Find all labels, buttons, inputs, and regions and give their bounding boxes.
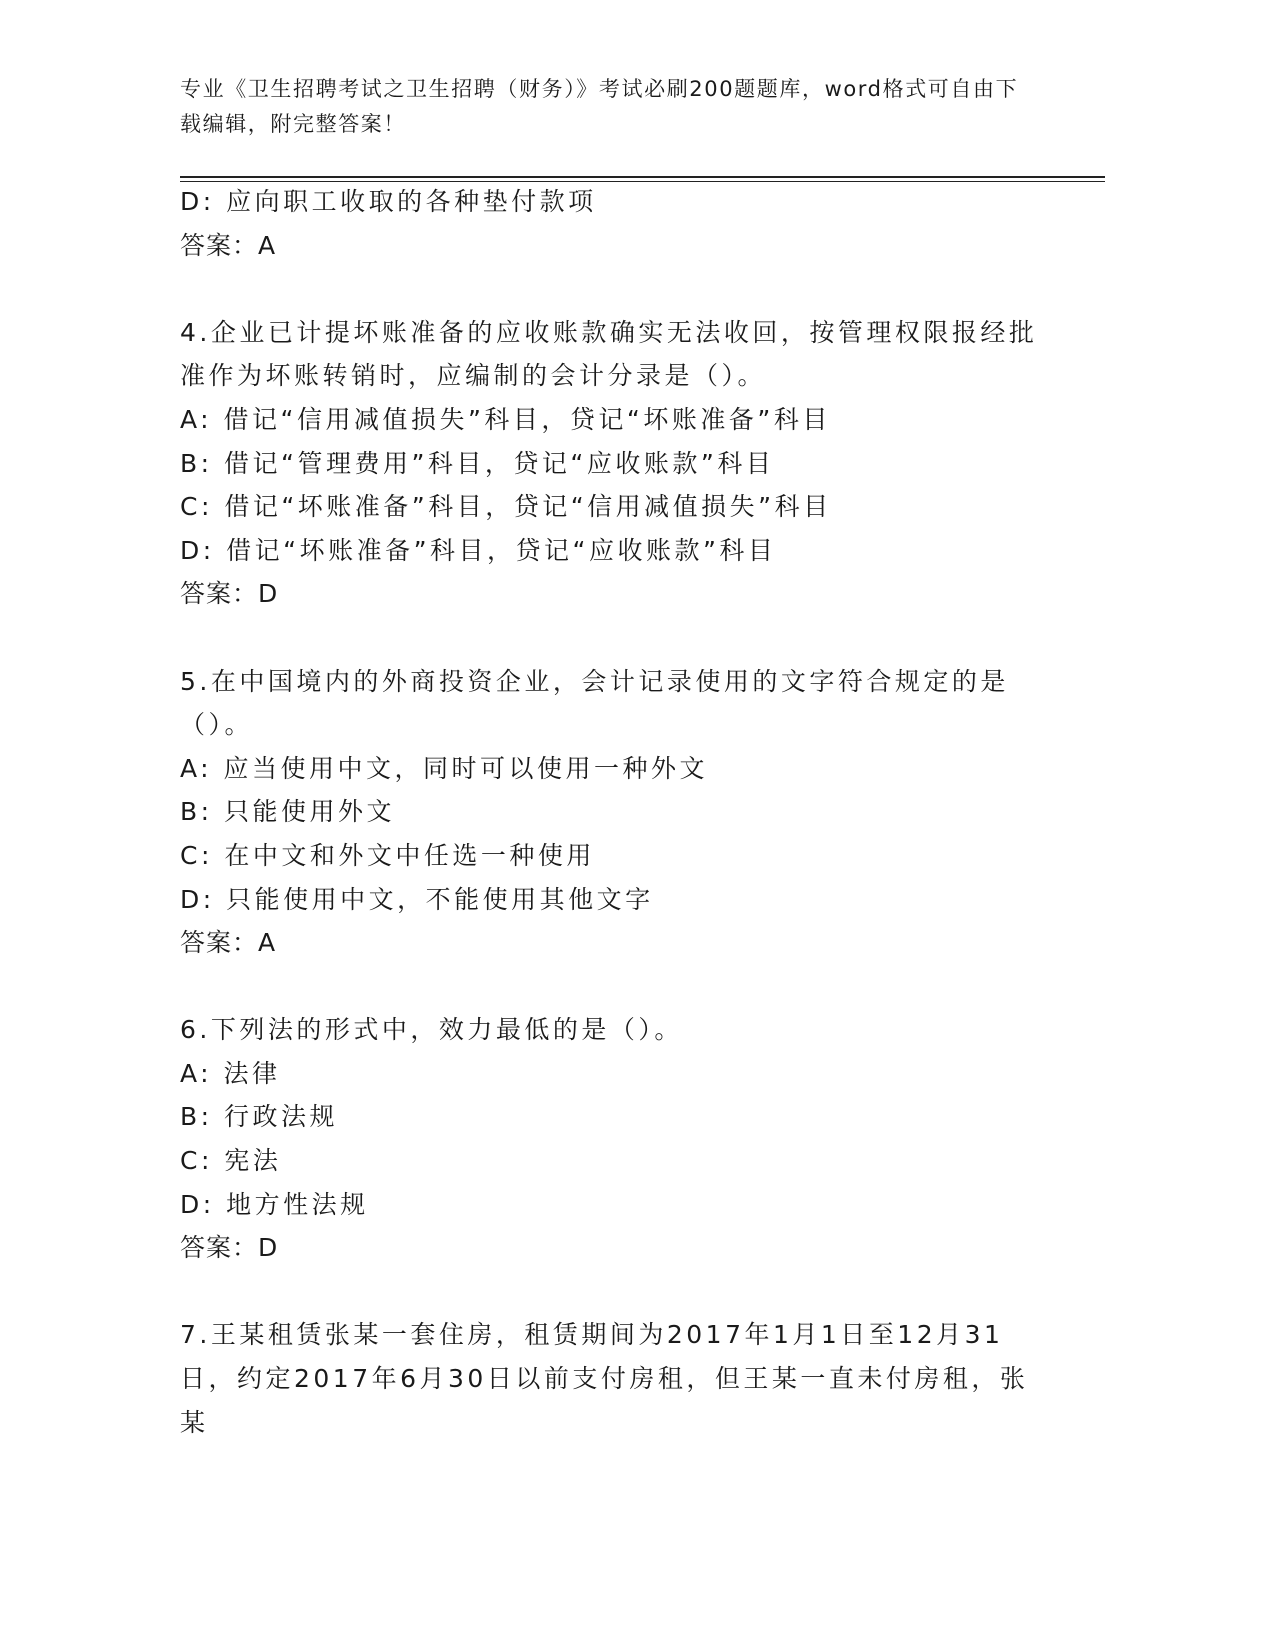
question-4-option-a: A: 借记“信用减值损失”科目，贷记“坏账准备”科目 (180, 404, 831, 434)
spacer (180, 965, 1040, 1009)
document-body (180, 180, 1040, 1444)
document-header: 专业《卫生招聘考试之卫生招聘（财务）》考试必刷200题题库，word格式可自由下载编辑，附完整答案！ (180, 77, 1019, 136)
question-6-option-d: D: 地方性法规 (180, 1189, 369, 1219)
question-3-answer: 答案：A (180, 230, 277, 260)
question-5-option-a: A: 应当使用中文，同时可以使用一种外文 (180, 753, 709, 783)
question-5-text: 5.在中国境内的外商投资企业，会计记录使用的文字符合规定的是（）。 (180, 666, 1009, 740)
header-rule-thick (180, 176, 1105, 178)
question-4-option-b: B: 借记“管理费用”科目，贷记“应收账款”科目 (180, 448, 775, 478)
question-4-option-d: D: 借记“坏账准备”科目，贷记“应收账款”科目 (180, 535, 777, 565)
question-5-answer: 答案：A (180, 928, 277, 958)
question-6-option-a: A: 法律 (180, 1058, 281, 1088)
spacer (180, 616, 1040, 660)
spacer (180, 267, 1040, 311)
question-6-text: 6.下列法的形式中，效力最低的是（）。 (180, 1015, 683, 1045)
question-4-text: 4.企业已计提坏账准备的应收账款确实无法收回，按管理权限报经批准作为坏账转销时，应编制的会计分录是（）。 (180, 317, 1038, 391)
question-5-option-b: B: 只能使用外文 (180, 797, 396, 827)
question-3-option-d: D: 应向职工收取的各种垫付款项 (180, 187, 597, 216)
question-6-answer: 答案：D (180, 1233, 279, 1263)
spacer (180, 1270, 1040, 1314)
question-5-option-d: D: 只能使用中文，不能使用其他文字 (180, 884, 654, 914)
question-7-text: 7.王某租赁张某一套住房，租赁期间为2017年1月1日至12月31日，约定2017年6月30日以前支付房租，但王某一直未付房租，张某 (180, 1320, 1029, 1437)
question-6-option-c: C: 宪法 (180, 1146, 282, 1176)
question-5-option-c: C: 在中文和外文中任选一种使用 (180, 840, 595, 870)
question-6-option-b: B: 行政法规 (180, 1102, 339, 1132)
question-4-answer: 答案：D (180, 579, 279, 609)
question-4-option-c: C: 借记“坏账准备”科目，贷记“信用减值损失”科目 (180, 492, 832, 522)
